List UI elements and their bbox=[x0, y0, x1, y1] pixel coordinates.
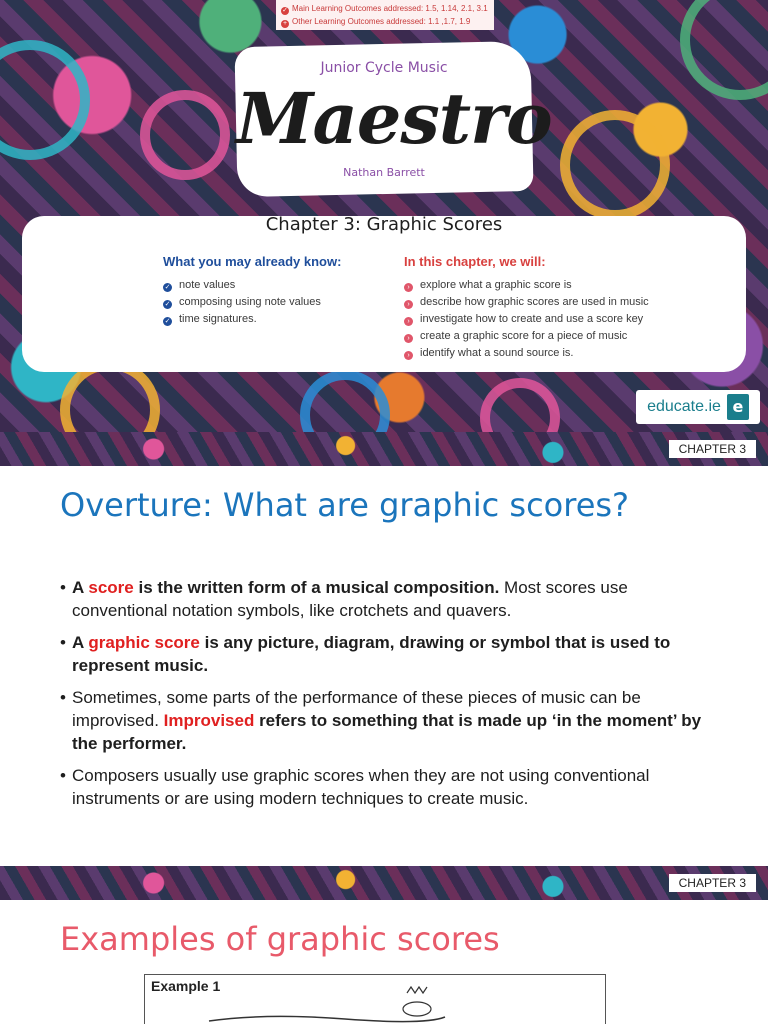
author-name: Nathan Barrett bbox=[343, 166, 425, 179]
publisher-name: educate.ie bbox=[647, 398, 721, 415]
list-item: • A graphic score is any picture, diagram, drawing or symbol that is used to represent music. bbox=[60, 631, 710, 677]
list-item: › create a graphic score for a piece of music bbox=[404, 328, 649, 345]
plus-icon: + bbox=[282, 20, 288, 27]
chapter-label: CHAPTER 3 bbox=[669, 874, 756, 892]
chapter-label: CHAPTER 3 bbox=[669, 440, 756, 458]
key-term: score bbox=[88, 578, 134, 597]
slide-title: Examples of graphic scores bbox=[60, 920, 500, 958]
list-item: › explore what a graphic score is bbox=[404, 277, 649, 294]
list-item: ✓ time signatures. bbox=[164, 313, 257, 325]
bullet-list bbox=[60, 576, 710, 819]
decorative-swirl bbox=[0, 40, 90, 160]
example-label: Example 1 bbox=[151, 978, 221, 994]
arrow-icon: › bbox=[404, 283, 413, 292]
list-item: • Sometimes, some parts of the performance of these pieces of music can be improvised. Improvised refers to something that is made up ‘in the moment’ by the performer. bbox=[60, 686, 710, 755]
check-icon: ✓ bbox=[164, 318, 171, 325]
decorative-swirl bbox=[300, 370, 390, 432]
overture-slide bbox=[0, 432, 768, 838]
list-item: ✓ note values bbox=[164, 279, 236, 291]
publisher-mark-icon: e bbox=[727, 394, 749, 420]
list-item: ✓ composing using note values bbox=[164, 296, 321, 308]
example-score-image bbox=[144, 974, 606, 1024]
learning-outcomes-box bbox=[276, 0, 494, 30]
already-know-column bbox=[163, 254, 341, 328]
check-icon: ✓ bbox=[282, 7, 288, 14]
this-chapter-heading: In this chapter, we will: bbox=[404, 254, 546, 269]
other-outcomes: Other Learning Outcomes addressed: 1.1 ,1.7, 1.9 bbox=[292, 17, 471, 26]
list-item: • Composers usually use graphic scores when they are not using conventional instruments or are using modern techniques to create music. bbox=[60, 764, 710, 810]
decorative-swirl bbox=[560, 110, 670, 220]
this-chapter-column bbox=[404, 254, 649, 362]
already-know-heading: What you may already know: bbox=[163, 254, 342, 269]
main-outcomes: Main Learning Outcomes addressed: 1.5, 1.14, 2.1, 3.1 bbox=[292, 4, 488, 13]
list-item: › identify what a sound source is. bbox=[404, 345, 649, 362]
decorative-swirl bbox=[480, 378, 560, 432]
arrow-icon: › bbox=[404, 334, 413, 343]
list-item: › investigate how to create and use a score key bbox=[404, 311, 649, 328]
decorative-swirl bbox=[140, 90, 230, 180]
decorative-swirl bbox=[680, 0, 768, 100]
chapter-title: Chapter 3: Graphic Scores bbox=[265, 214, 503, 235]
arrow-icon: › bbox=[404, 300, 413, 309]
slide-title: Overture: What are graphic scores? bbox=[60, 486, 630, 524]
examples-slide bbox=[0, 900, 768, 1024]
check-icon: ✓ bbox=[164, 301, 171, 308]
book-title: Maestro bbox=[236, 77, 552, 160]
graphic-score-drawing bbox=[145, 975, 607, 1024]
decorative-banner bbox=[0, 866, 768, 900]
list-item: • A score is the written form of a musical composition. Most scores use conventional notation symbols, like crotchets and quavers. bbox=[60, 576, 710, 622]
key-term: Improvised bbox=[163, 711, 255, 730]
arrow-icon: › bbox=[404, 317, 413, 326]
arrow-icon: › bbox=[404, 351, 413, 360]
publisher-logo bbox=[636, 390, 760, 424]
decorative-banner bbox=[0, 432, 768, 466]
list-item: › describe how graphic scores are used in music bbox=[404, 294, 649, 311]
cover-slide bbox=[0, 0, 768, 432]
check-icon: ✓ bbox=[164, 284, 171, 291]
key-term: graphic score bbox=[88, 633, 200, 652]
series-name: Junior Cycle Music bbox=[320, 60, 448, 76]
